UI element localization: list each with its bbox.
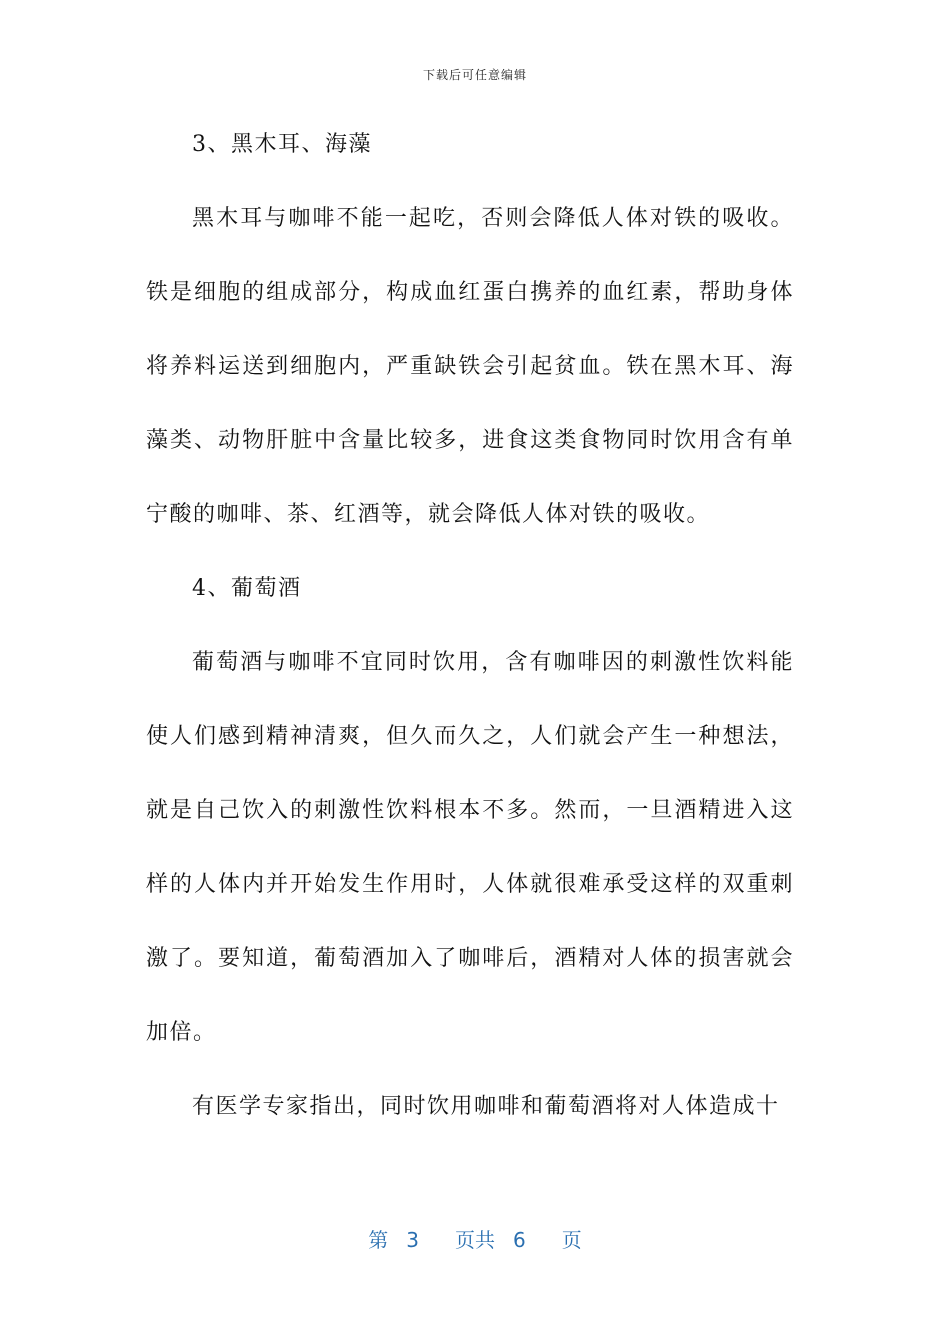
page-header: 下载后可任意编辑 [422, 68, 527, 82]
page-footer [0, 1224, 950, 1253]
total-pages-number: 6 [513, 1228, 526, 1252]
footer-suffix: 页 [561, 1228, 582, 1252]
footer-prefix: 第 [368, 1228, 389, 1252]
footer-middle: 页共 [455, 1228, 495, 1252]
section-heading: 3、黑木耳、海藻 [192, 132, 372, 157]
paragraph: 黑木耳与咖啡不能一起吃，否则会降低人体对铁的吸收。铁是细胞的组成部分，构成血红蛋白携养的血红素，帮助身体将养料运送到细胞内，严重缺铁会引起贫血。铁在黑木耳、海藻类、动物肝脏中含量比较多，进食这类食物同时饮用含有单宁酸的咖啡、茶、红酒等，就会降低人体对铁的吸收。 [146, 206, 794, 527]
current-page-number: 3 [406, 1228, 419, 1252]
paragraph: 葡萄酒与咖啡不宜同时饮用，含有咖啡因的刺激性饮料能使人们感到精神清爽，但久而久之，人们就会产生一种想法，就是自己饮入的刺激性饮料根本不多。然而，一旦酒精进入这样的人体内并开始发生作用时，人体就很难承受这样的双重刺激了。要知道，葡萄酒加入了咖啡后，酒精对人体的损害就会加倍。 [146, 650, 794, 1045]
section-heading: 4、葡萄酒 [192, 576, 302, 601]
document-body [146, 108, 794, 1144]
paragraph: 有医学专家指出，同时饮用咖啡和葡萄酒将对人体造成十 [192, 1094, 780, 1119]
